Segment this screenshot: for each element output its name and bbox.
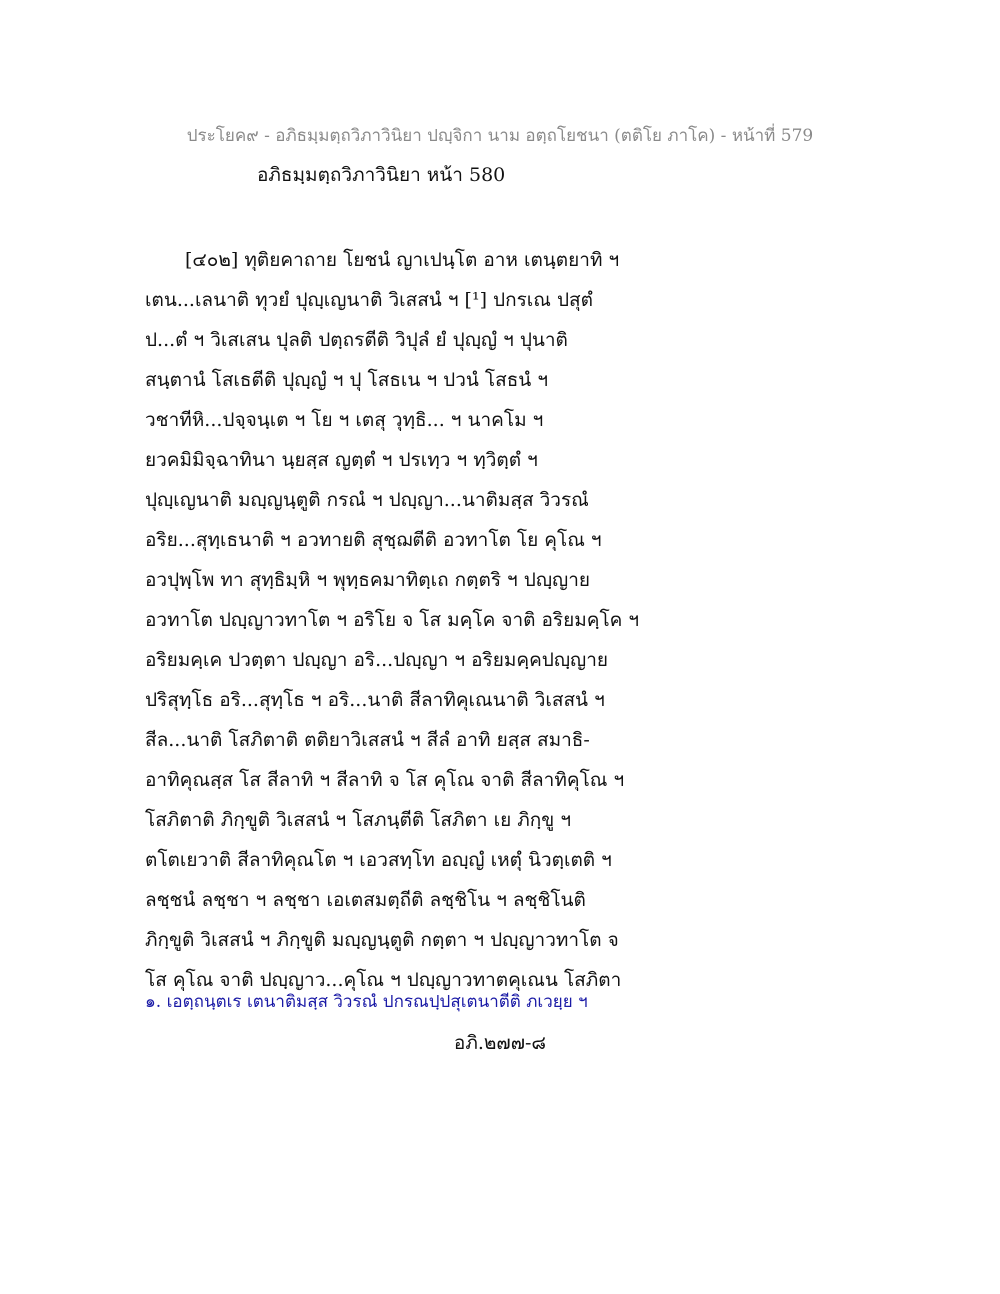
text-line: ป...ตํ ฯ วิเสเสน ปุลติ ปตฺถรตีติ วิปุลํ ยํ ปุญฺญํ ฯ ปุนาติ [145, 329, 568, 351]
text-line: ปริสุทฺโธ อริ...สุทฺโธ ฯ อริ...นาติ สีลาทิคุเณนาติ วิเสสนํ ฯ [145, 689, 605, 711]
text-line: สนฺตานํ โสเธตีติ ปุญฺญํ ฯ ปุ โสธเน ฯ ปวนํ โสธนํ ฯ [145, 369, 548, 391]
text-line: เตน...เลนาติ ทุวยํ ปุญฺเญนาติ วิเสสนํ ฯ [¹] ปกรเณ ปสุตํ [145, 289, 593, 311]
text-line: ลชฺชนํ ลชฺชา ฯ ลชฺชา เอเตสมตฺถีติ ลชฺชิโน ฯ ลชฺชิโนติ [145, 889, 586, 911]
text-line: สีล...นาติ โสภิตาติ ตติยาวิเสสนํ ฯ สีลํ อาทิ ยสฺส สมาธิ- [145, 729, 590, 751]
footnote: ๑. เอตฺถนฺตเร เตนาติมสฺส วิวรณํ ปกรณปฺปสุเตนาตีติ ภเวยฺย ฯ [145, 992, 588, 1012]
text-line: อริยมคฺเค ปวตฺตา ปญฺญา อริ...ปญฺญา ฯ อริยมคฺคปญฺญาย [145, 649, 609, 671]
text-line: ปุญฺเญนาติ มญฺญนฺตูติ กรณํ ฯ ปญฺญา...นาติมสฺส วิวรณํ [145, 489, 589, 511]
text-line: โสภิตาติ ภิกฺขูติ วิเสสนํ ฯ โสภนฺตีติ โสภิตา เย ภิกฺขู ฯ [145, 809, 571, 831]
running-head: ประโยค๙ - อภิธมฺมตฺถวิภาวินิยา ปญฺจิกา นาม อตฺถโยชนา (ตติโย ภาโค) - หน้าที่ 579 [186, 126, 814, 146]
text-line: โส คุโณ จาติ ปญฺญาว...คุโณ ฯ ปญฺญาวทาตคุเณน โสภิตา [145, 969, 622, 991]
text-line: อวปุพฺโพ ทา สุทฺธิมฺหิ ฯ พุทฺธคมาทิตฺเถ กตฺตริ ฯ ปญฺญาย [145, 569, 591, 591]
text-line: อาทิคุณสฺส โส สีลาทิ ฯ สีลาทิ จ โส คุโณ จาติ สีลาทิคุโณ ฯ [145, 769, 625, 791]
body-text [145, 240, 705, 1000]
text-line: ตโตเยวาติ สีลาทิคุณโต ฯ เอวสทฺโท อญฺญํ เหตุํ นิวตฺเตติ ฯ [145, 849, 612, 871]
page-title: อภิธมฺมตฺถวิภาวินิยา หน้า 580 [257, 164, 506, 186]
text-line: ภิกฺขูติ วิเสสนํ ฯ ภิกฺขูติ มญฺญนฺตูติ กตฺตา ฯ ปญฺญาวทาโต จ [145, 929, 619, 951]
text-line: วชาทีหิ...ปจฺจนฺเต ฯ โย ฯ เตสุ วุทฺธิ... ฯ นาคโม ฯ [145, 409, 544, 431]
page-reference: อภิ.๒๗๗-๘ [453, 1032, 547, 1054]
text-line: ยวคมิมิจฺฉาทินา นฺยสฺส ญตฺตํ ฯ ปรเทฺว ฯ ทฺวิตฺตํ ฯ [145, 449, 538, 471]
text-line: [๔๐๒] ทุติยคาถาย โยชนํ ญาเปนฺโต อาห เตนฺตยาทิ ฯ [185, 249, 620, 271]
text-line: อริย...สุทฺเธนาติ ฯ อวทายติ สุชฺฌตีติ อวทาโต โย คุโณ ฯ [145, 529, 602, 551]
text-line: อวทาโต ปญฺญาวทาโต ฯ อริโย จ โส มคฺโค จาติ อริยมคฺโค ฯ [145, 609, 640, 631]
